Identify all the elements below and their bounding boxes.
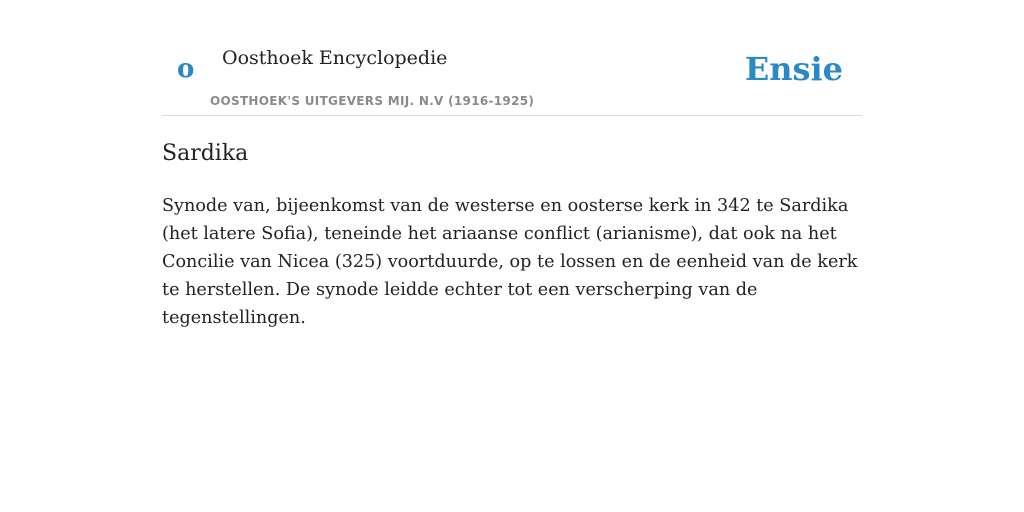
oosthoek-logo[interactable]: o: [177, 54, 195, 84]
ensie-logo-link[interactable]: Ensie: [744, 50, 843, 88]
site-subtitle: OOSTHOEK'S UITGEVERS MIJ. N.V (1916-1925): [210, 94, 535, 108]
page-content: [162, 0, 862, 328]
entry-body-text: Synode van, bijeenkomst van de westerse en oosterse kerk in 342 te Sardika (het latere Sofia), teneinde het ariaanse conflict (arianisme), dat ook na het Concilie van Nicea (325) voortduurde, op te lossen en de eenheid van de kerk te herstellen. De synode leidde echter tot een verscherping van de tegenstellingen.: [162, 196, 858, 328]
entry-title: Sardika: [162, 141, 249, 166]
site-title-link[interactable]: Oosthoek Encyclopedie: [222, 47, 448, 69]
site-header: [162, 0, 862, 116]
